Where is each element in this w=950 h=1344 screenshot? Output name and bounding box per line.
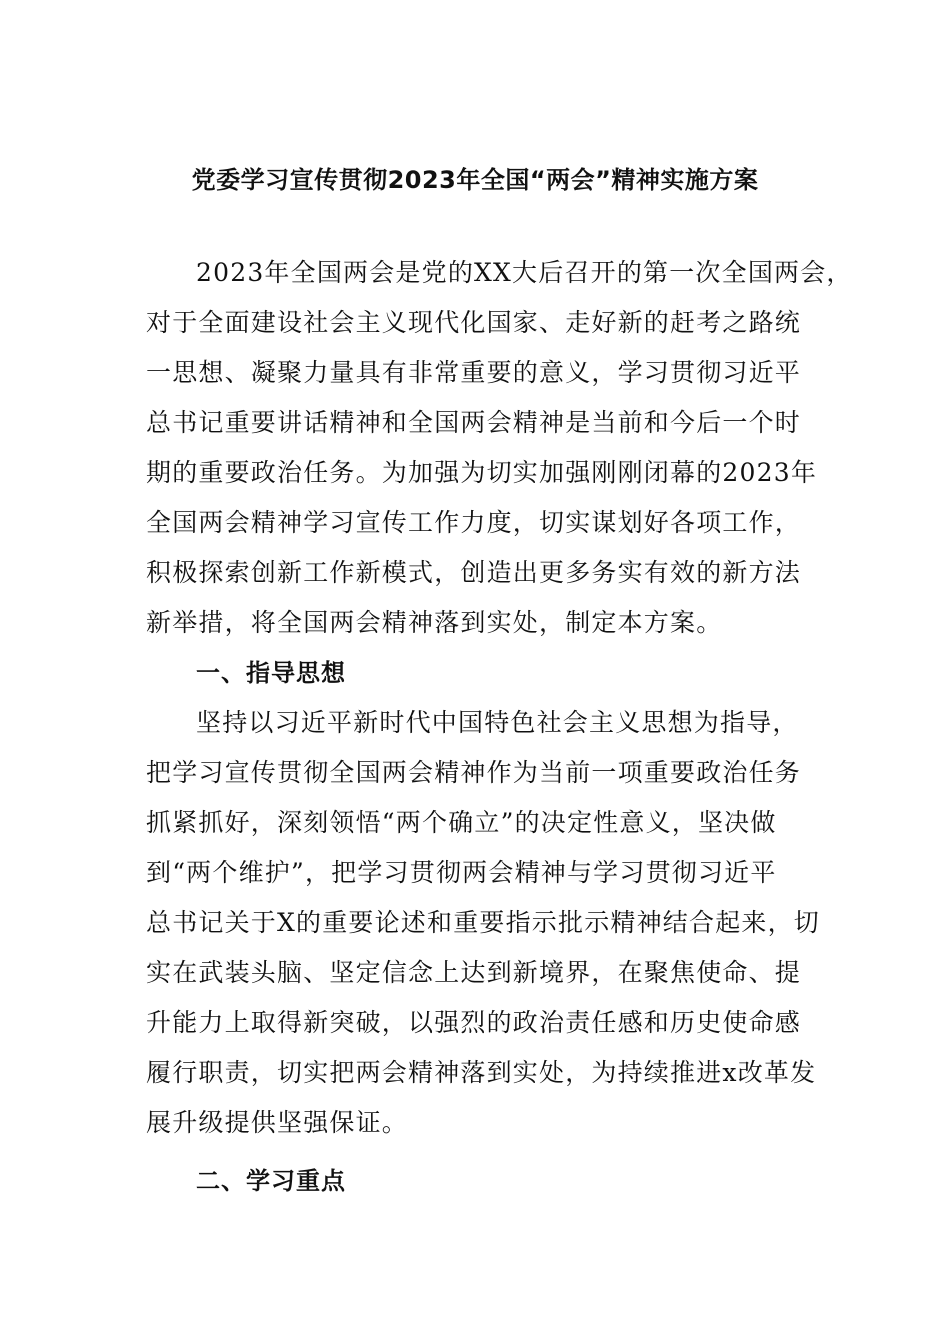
section1-line-2: 把学习宣传贯彻全国两会精神作为当前一项重要政治任务 — [146, 758, 802, 787]
intro-line-8: 新举措，将全国两会精神落到实处，制定本方案。 — [146, 608, 723, 637]
section-heading-guiding-thought: 一、指导思想 — [196, 659, 346, 687]
section-heading-study-focus: 二、学习重点 — [196, 1167, 346, 1195]
document-body — [146, 248, 853, 1206]
section-spacer — [146, 1148, 826, 1156]
intro-line-4: 总书记重要讲话精神和全国两会精神是当前和今后一个时 — [146, 408, 802, 437]
intro-line-3: 一思想、凝聚力量具有非常重要的意义，学习贯彻习近平 — [146, 358, 802, 387]
section1-line-1: 坚持以习近平新时代中国特色社会主义思想为指导， — [196, 708, 799, 737]
section1-line-6: 实在武装头脑、坚定信念上达到新境界，在聚焦使命、提 — [146, 958, 802, 987]
section1-line-4: 到“两个维护”，把学习贯彻两会精神与学习贯彻习近平 — [146, 858, 777, 887]
section1-line-9: 展升级提供坚强保证。 — [146, 1108, 409, 1137]
section1-line-3: 抓紧抓好，深刻领悟“两个确立”的决定性意义，坚决做 — [146, 808, 777, 837]
section1-line-5: 总书记关于X的重要论述和重要指示批示精神结合起来，切 — [146, 908, 821, 937]
intro-line-6: 全国两会精神学习宣传工作力度，切实谋划好各项工作， — [146, 508, 802, 537]
section1-line-7: 升能力上取得新突破，以强烈的政治责任感和历史使命感 — [146, 1008, 802, 1037]
intro-line-5: 期的重要政治任务。为加强为切实加强刚刚闭幕的2023年 — [146, 458, 818, 487]
intro-line-1: 2023年全国两会是党的XX大后召开的第一次全国两会， — [196, 258, 853, 287]
document-title: 党委学习宣传贯彻2023年全国“两会”精神实施方案 — [191, 166, 759, 194]
intro-line-2: 对于全面建设社会主义现代化国家、走好新的赶考之路统 — [146, 308, 802, 337]
section1-line-8: 履行职责，切实把两会精神落到实处，为持续推进x改革发 — [146, 1058, 817, 1087]
intro-line-7: 积极探索创新工作新模式，创造出更多务实有效的新方法 — [146, 558, 802, 587]
